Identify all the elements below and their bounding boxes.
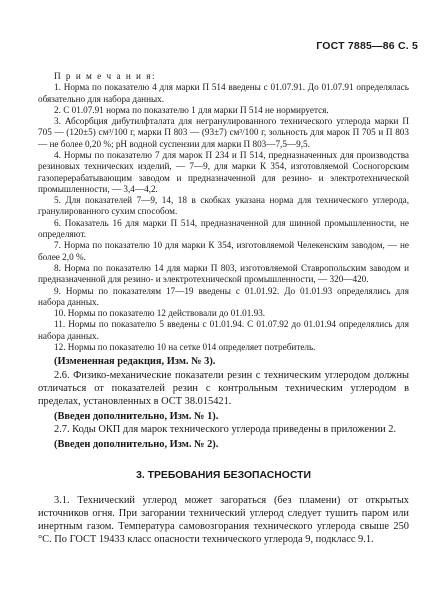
note-item: 11. Нормы по показателю 5 введены с 01.01.94. С 01.07.92 до 01.01.94 определялись для набора данных. bbox=[38, 319, 409, 341]
note-item: 5. Для показателей 7—9, 14, 18 в скобках указана норма для технического углерода, гранулированного сухим способом. bbox=[38, 195, 409, 217]
document-body bbox=[38, 70, 409, 546]
note-item: 8. Норма по показателю 14 для марки П 803, изготовляемой Ставропольским заводом и предназначенной для резино- и электротехнической промышленности, — 320—420. bbox=[38, 262, 409, 285]
note-item: 4. Нормы по показателю 7 для марок П 234 и П 514, предназначенных для производства резиновых технических изделий, — 7—9, для марки К 354, изготовляемой Сосногорским газоперерабатывающим заводом и предназначенной для резино- и электротехнической промышленности, — 3,4—4,2. bbox=[38, 149, 409, 194]
page-header: ГОСТ 7885—86 С. 5 bbox=[316, 40, 418, 52]
note-item: 7. Норма по показателю 10 для марки К 354, изготовляемой Челекенским заводом, — не более 2,0 %. bbox=[38, 240, 409, 262]
edit-note: (Измененная редакция, Изм. № 3). bbox=[54, 356, 216, 368]
edit-note: (Введен дополнительно, Изм. № 2). bbox=[54, 439, 219, 451]
paragraph-3-1: 3.1. Технический углерод может загораться (без пламени) от открытых источников огня. При загорании технический углерод следует тушить паром или инертным газом. Температура самовозгорания технического углерода свыше 250 °С. По ГОСТ 19433 класс опасности технического углерода 9, подкласс 9.1. bbox=[38, 494, 409, 545]
note-item: 2. С 01.07.91 норма по показателю 1 для марки П 514 не нормируется. bbox=[54, 104, 329, 115]
notes-list bbox=[38, 82, 409, 353]
note-item: 10. Нормы по показателю 12 действовали до 01.01.93. bbox=[54, 308, 266, 319]
paragraph-2-6: 2.6. Физико-механические показатели резин с техническим углеродом должны отличаться от показателей резин с контрольным техническим углеродом в пределах, установленных в ОСТ 38.015421. bbox=[38, 369, 409, 407]
paragraph-2-7: 2.7. Коды ОКП для марок технического углерода приведены в приложении 2. bbox=[54, 424, 397, 436]
notes-title: П р и м е ч а н и я: bbox=[54, 71, 157, 81]
note-item: 9. Нормы по показателям 17—19 введены с 01.01.92. До 01.01.93 определялись для набора данных. bbox=[38, 285, 409, 307]
note-item: 6. Показатель 16 для марки П 514, предназначенной для шинной промышленности, не определяют. bbox=[38, 217, 409, 240]
note-item: 12. Нормы по показателю 10 на сетке 014 определяет потребитель. bbox=[54, 342, 316, 353]
section-title: 3. ТРЕБОВАНИЯ БЕЗОПАСНОСТИ bbox=[136, 469, 311, 481]
note-item: 3. Абсорбция дибутилфталата для негранулированного технического углерода марки П 705 — (120±5) см³/100 г, марки П 803 — (93±7) см³/100 г, зольность для марок П 705 и П 803 — не более 0,20 %; pH водной суспензии для марки П 803—7,5—9,5. bbox=[38, 116, 409, 149]
note-item: 1. Норма по показателю 4 для марки П 514 введены с 01.07.91. До 01.07.91 определялась обязательно для набора данных. bbox=[38, 82, 409, 104]
edit-note: (Введен дополнительно, Изм. № 1). bbox=[54, 410, 219, 422]
